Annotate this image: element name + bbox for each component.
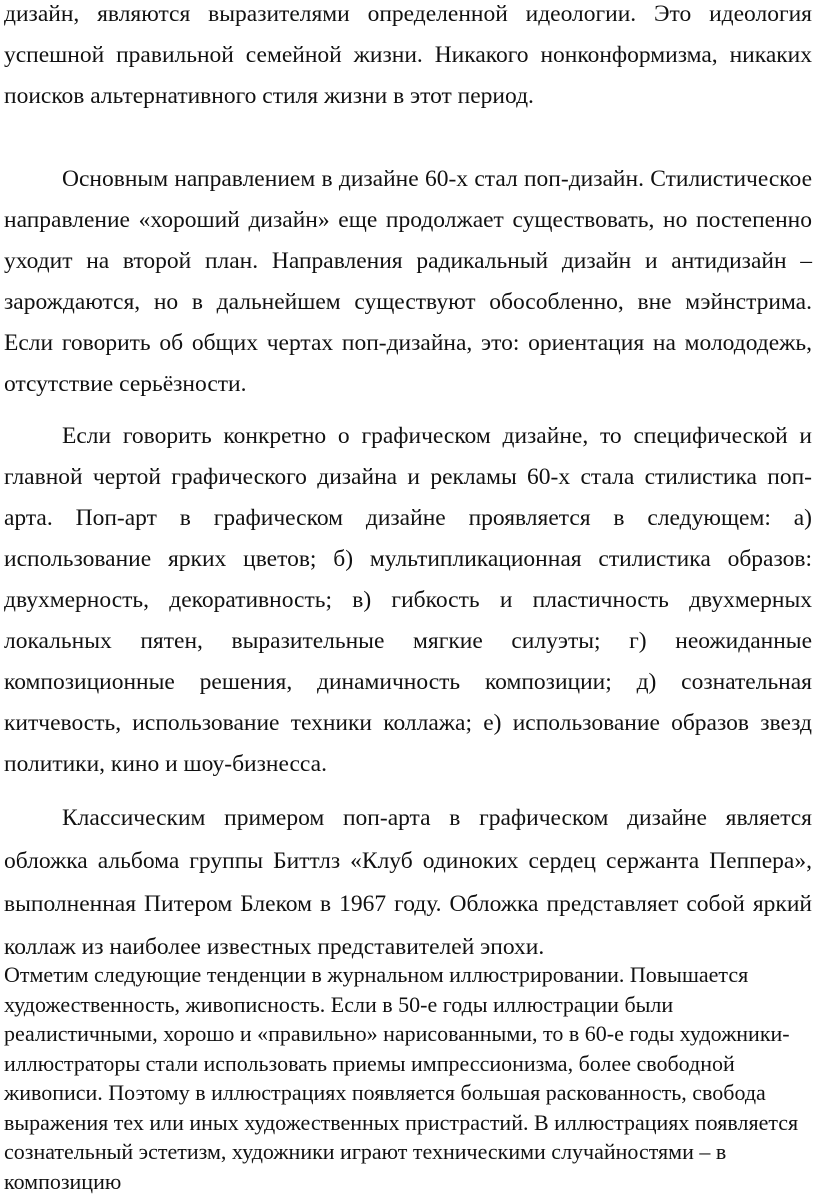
paragraph-ideology: дизайн, являются выразителями определенной идеологии. Это идеология успешной правильной семейной жизни. Никакого нонконформизма, никаких поисков альтернативного стиля жизни в этот период. — [4, 1, 812, 109]
paragraph-beatles-cover: Классическим примером поп-арта в графическом дизайне является обложка альбома группы Биттлз «Клуб одиноких сердец сержанта Пеппера», выполненная Питером Блеком в 1967 году. Обложка представляет собой яркий коллаж из наиболее известных представителей эпохи. — [4, 805, 812, 960]
paragraph-pop-design: Основным направлением в дизайне 60-х стал поп-дизайн. Стилистическое направление «хороший дизайн» еще продолжает существовать, но постепенно уходит на второй план. Направления радикальный дизайн и антидизайн – зарождаются, но в дальнейшем существуют обособленно, вне мэйнстрима. Если говорить об общих чертах поп-дизайна, это: ориентация на молододежь, отсутствие серьёзности. — [4, 166, 812, 397]
paragraph-magazine-illustration: Отметим следующие тенденции в журнальном иллюстрировании. Повышается художественность, живописность. Если в 50-е годы иллюстрации были реалистичными, хорошо и «правильно» нарисованными, то в 60-е годы художники-иллюстраторы стали использовать приемы импрессионизма, более свободной живописи. Поэтому в иллюстрациях появляется большая раскованность, свобода выражения тех или иных художественных пристрастий. В иллюстрациях появляется сознательный эстетизм, художники играют техническими случайностями – в композицию — [4, 962, 799, 1194]
paragraph-graphic-design: Если говорить конкретно о графическом дизайне, то специфической и главной чертой графического дизайна и рекламы 60-х стала стилистика поп-арта. Поп-арт в графическом дизайне проявляется в следующем: а) использование ярких цветов; б) мультипликационная стилистика образов: двухмерность, декоративность; в) гибкость и пластичность двухмерных локальных пятен, выразительные мягкие силуэты; г) неожиданные композиционные решения, динамичность композиции; д) сознательная китчевость, использование техники коллажа; е) использование образов звезд политики, кино и шоу-бизнесса. — [4, 423, 812, 777]
